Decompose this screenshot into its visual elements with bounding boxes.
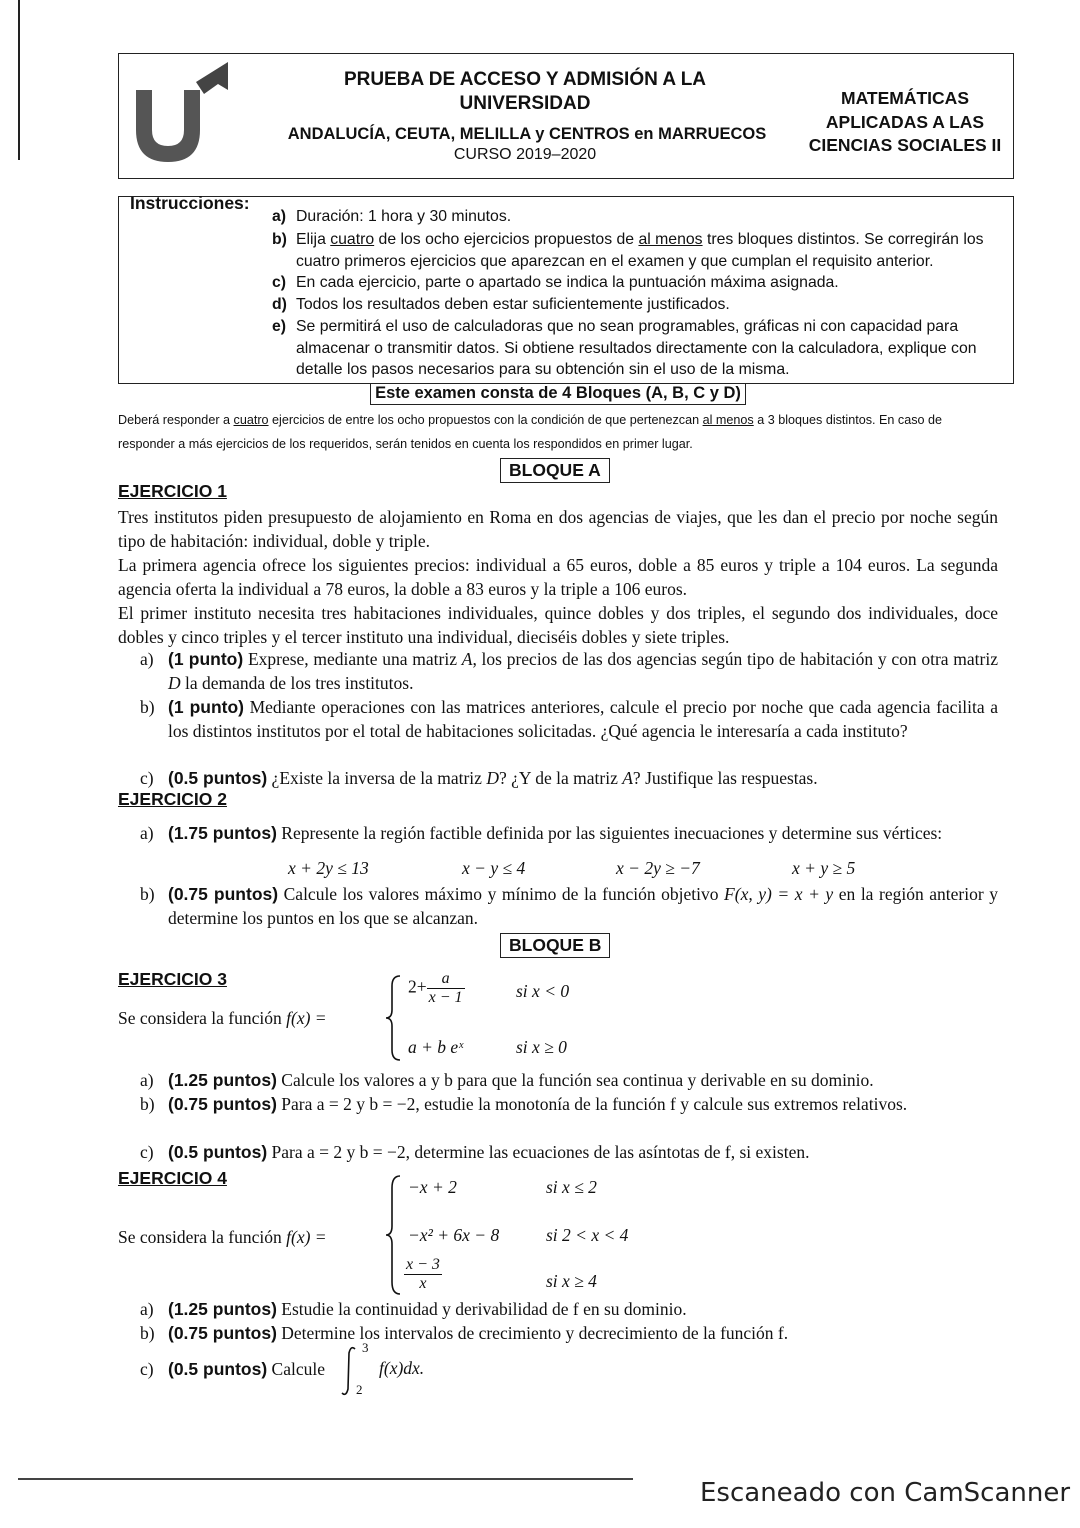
ej4-piece-2-condition: si 2 < x < 4 [546, 1225, 629, 1245]
ej3-piece-1: 2+ $\frac{a}{x - 1}$ [408, 970, 463, 1006]
ej4-left-brace-icon [384, 1174, 404, 1296]
ej4-piece-3: $\frac{x - 3}{x}$ [406, 1256, 440, 1292]
subject-line1: MATEMÁTICAS [841, 88, 969, 108]
exam-title [300, 68, 750, 116]
subject-line3: CIENCIAS SOCIALES II [808, 135, 1002, 155]
bloque-b-label: BLOQUE B [500, 933, 610, 958]
ej1-paragraph-1: Tres institutos piden presupuesto de alojamiento en Roma en dos agencias de viajes, que les dan el precio por noche según tipo de habitación: individual, doble y triple. [118, 507, 998, 551]
integral-upper-limit: 3 [362, 1340, 369, 1355]
ejercicio-1-title: EJERCICIO 1 [118, 481, 227, 501]
exam-title-line2: UNIVERSIDAD [459, 93, 591, 114]
integral-lower-limit: 2 [356, 1382, 363, 1397]
ejercicio-4-title: EJERCICIO 4 [118, 1168, 227, 1188]
ej3-left-brace-icon [384, 974, 404, 1062]
instructions-label: Instrucciones: [130, 193, 250, 213]
inequality-2: x − y ≤ 4 [462, 858, 526, 878]
ej4-piece-3-condition: si x ≥ 4 [546, 1271, 597, 1291]
exam-course: CURSO 2019–2020 [453, 146, 597, 163]
ej4-piece-1: −x + 2 [408, 1177, 457, 1197]
subject-line2: APLICADAS A LAS [825, 111, 985, 132]
footer-rule [18, 1478, 633, 1480]
ej3-piece-2: a + b eˣ [408, 1037, 464, 1057]
bloque-a-label: BLOQUE A [500, 458, 610, 483]
ej4-function-lead: Se considera la función f(x) = [118, 1227, 327, 1247]
ej4-piece-2: −x² + 6x − 8 [408, 1225, 500, 1245]
inequality-1: x + 2y ≤ 13 [288, 858, 369, 878]
ej1-paragraph-3: El primer instituto necesita tres habitaciones individuales, quince dobles y dos triples, el segundo dos individuales, doce dobles y cinco triples y el tercer instituto una individual, dieciséis dobles y siete triples. [118, 603, 998, 647]
selection-note-line2: responder a más ejercicios de los requeridos, serán tenidos en cuenta los respondidos en primer lugar. [118, 437, 693, 451]
ej3-piece-1-condition: si x < 0 [516, 981, 570, 1001]
camscanner-watermark: Escaneado con CamScanner [700, 1478, 1071, 1508]
blocks-banner: Este examen consta de 4 Bloques (A, B, C y D) [370, 384, 746, 405]
exam-subject [800, 87, 1010, 158]
exam-title-line1: PRUEBA DE ACCESO Y ADMISIÓN A LA [343, 69, 707, 90]
integral-body: f(x)dx. [379, 1358, 425, 1378]
ejercicio-3-title: EJERCICIO 3 [118, 969, 227, 989]
ej4-piece-1-condition: si x ≤ 2 [546, 1177, 597, 1197]
university-u-logo-icon [128, 60, 238, 170]
inequality-4: x + y ≥ 5 [792, 858, 856, 878]
ej1-paragraph-2: La primera agencia ofrece los siguientes precios: individual a 65 euros, doble a 85 euros y triple a 104 euros. La segunda agencia oferta la individual a 78 euros, la doble a 83 euros y la triple a 106 euros. [118, 555, 998, 599]
inequality-3: x − 2y ≥ −7 [616, 858, 700, 878]
selection-note-line1: Deberá responder a cuatro ejercicios de entre los ocho propuestos con la condición de que pertenezcan al menos a 3 bloques distintos. En caso de [118, 413, 943, 427]
ej3-function-lead: Se considera la función f(x) = [118, 1008, 327, 1028]
ejercicio-2-title: EJERCICIO 2 [118, 789, 227, 809]
scan-margin-line [18, 0, 20, 160]
ej3-piece-2-condition: si x ≥ 0 [516, 1037, 567, 1057]
exam-region: ANDALUCÍA, CEUTA, MELILLA y CENTROS en MARRUECOS [287, 125, 767, 143]
